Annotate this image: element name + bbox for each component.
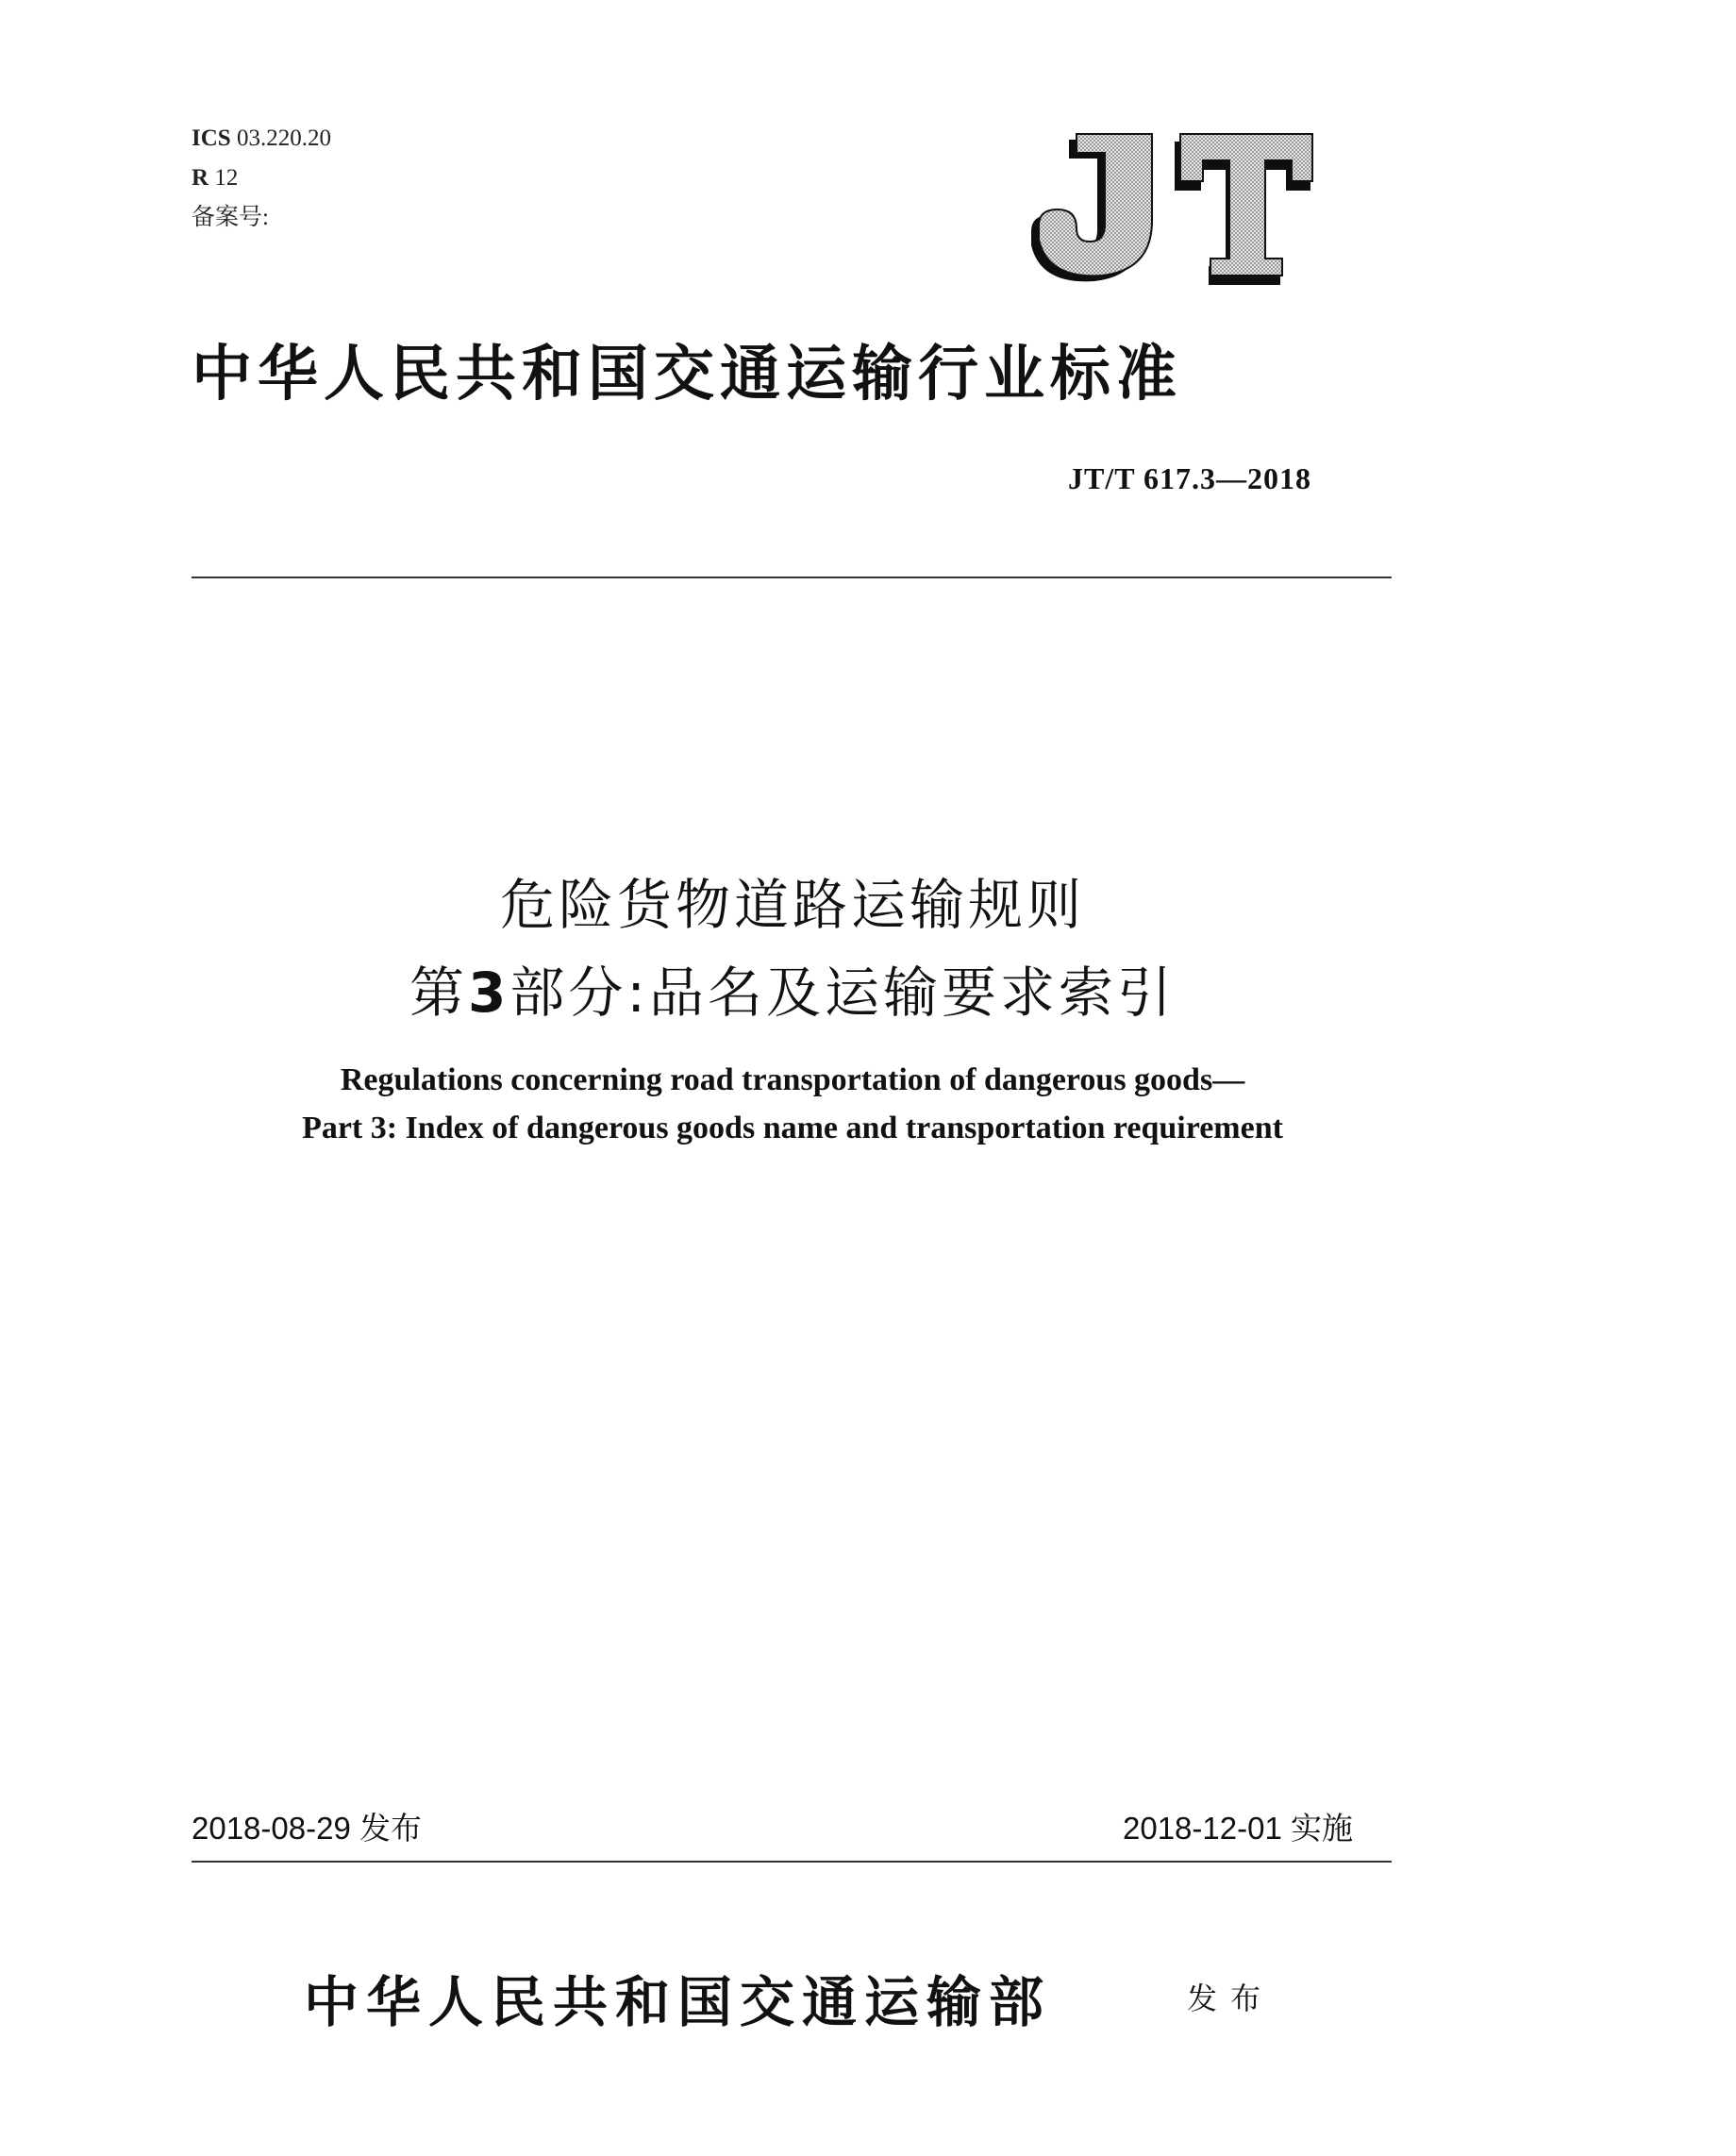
- en-title-line-1: Regulations concerning road transportation of dangerous goods—: [340, 1062, 1245, 1097]
- cn-title-line-1: 危险货物道路运输规则: [499, 873, 1085, 937]
- bottom-divider: [192, 1861, 1392, 1863]
- jt-logo-letter-t: [1175, 134, 1312, 285]
- standard-number: JT/T 617.3—2018: [1068, 461, 1311, 495]
- jt-logo-letter-j: [1031, 134, 1152, 281]
- issuer-suffix: 发布: [1187, 1981, 1275, 2016]
- cn-title-part-prefix: 第: [409, 961, 469, 1025]
- ics-label: ICS: [192, 125, 231, 151]
- publish-date: 2018-08-29 发布: [192, 1811, 422, 1846]
- en-title-line-2: Part 3: Index of dangerous goods name and transportation requirement: [302, 1111, 1283, 1145]
- cn-title-line-2: [0, 948, 1585, 1028]
- standard-title: 中华人民共和国交通运输行业标准: [192, 339, 1182, 409]
- ccs-value: 12: [214, 165, 239, 191]
- filing-number: [192, 204, 269, 232]
- cn-title-part-number: 3: [468, 961, 510, 1025]
- ics-code: [192, 125, 331, 153]
- effective-date: 2018-12-01 实施: [1123, 1811, 1353, 1846]
- ccs-code: [192, 164, 238, 192]
- top-divider: [192, 577, 1392, 578]
- ccs-label: R: [192, 165, 209, 191]
- jt-logo: [1024, 132, 1316, 288]
- issuer-name: 中华人民共和国交通运输部: [304, 1970, 1052, 2034]
- filing-label: 备案号:: [192, 205, 269, 230]
- cn-title-part-rest: 部分:品名及运输要求索引: [509, 961, 1176, 1025]
- ics-value: 03.220.20: [236, 125, 331, 151]
